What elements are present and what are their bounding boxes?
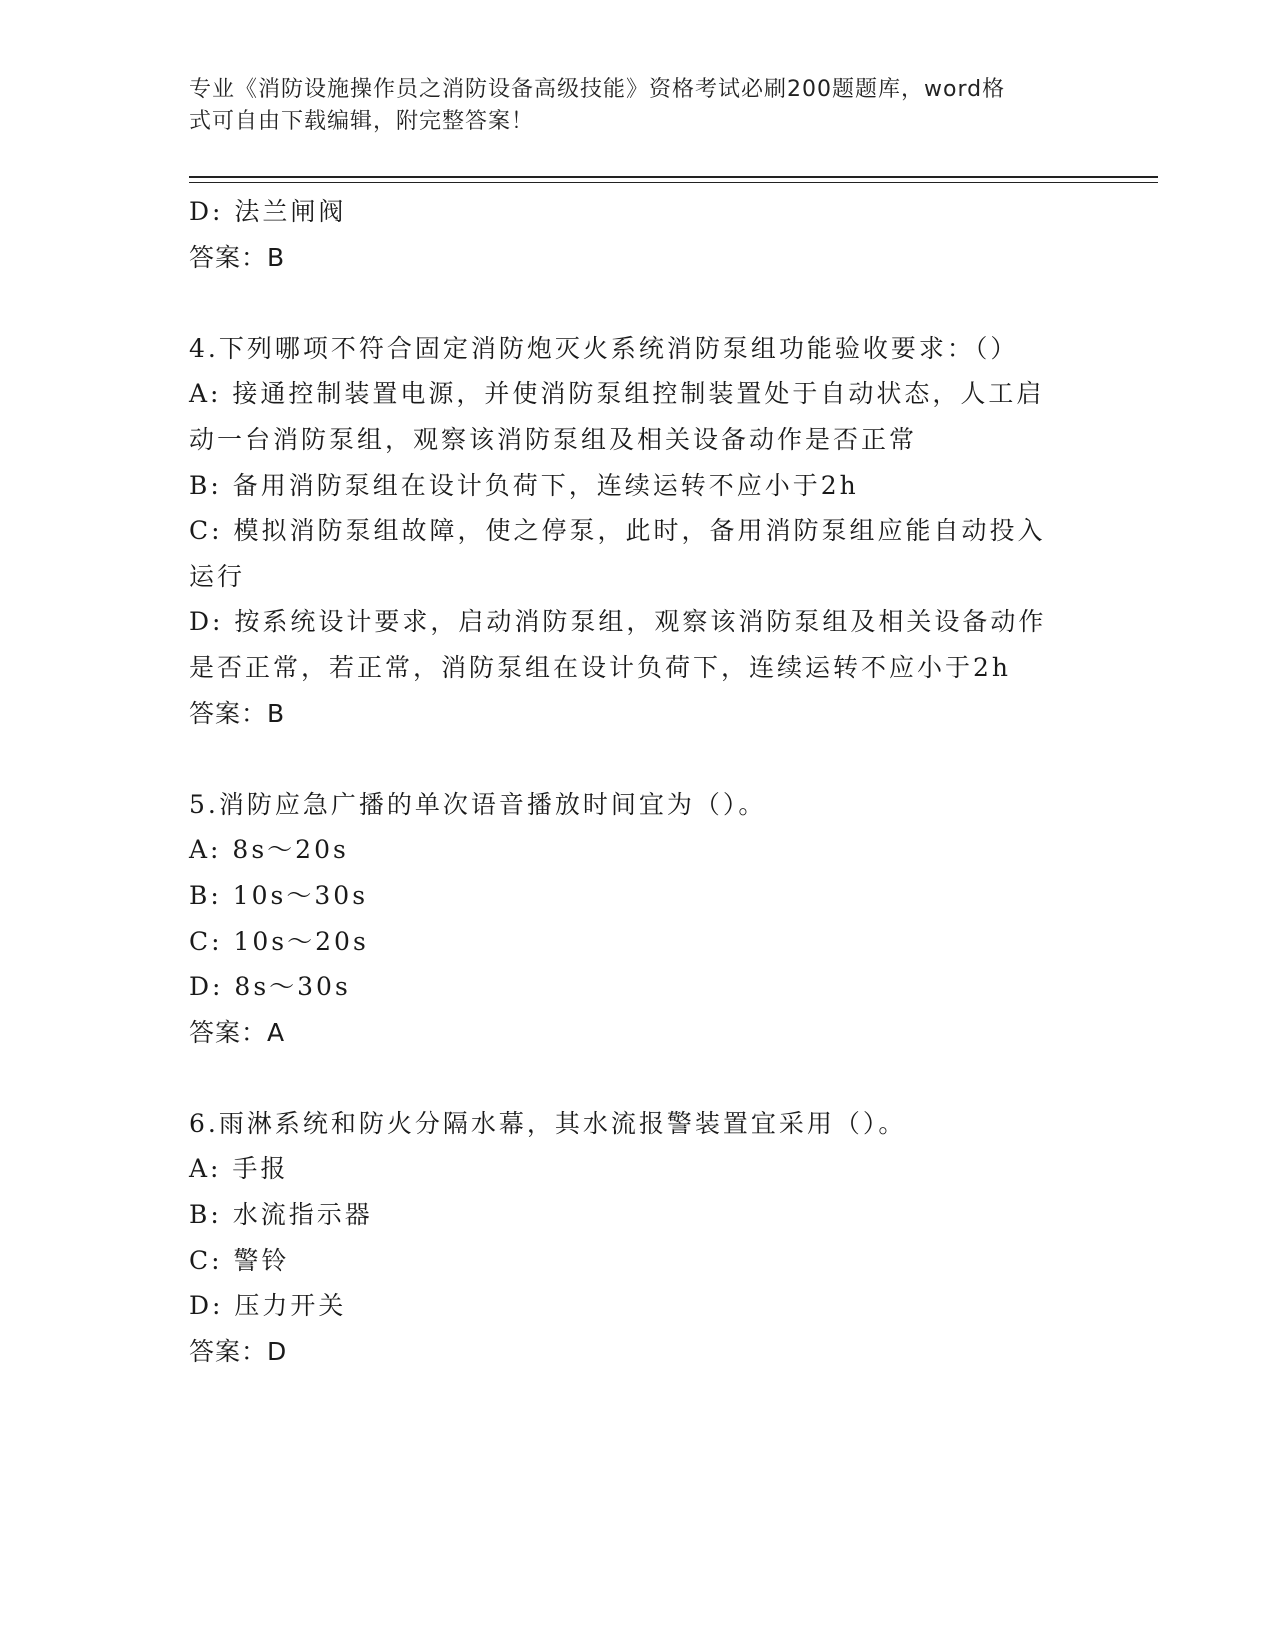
header-line-1: 专业《消防设施操作员之消防设备高级技能》资格考试必刷200题题库，word格 <box>189 77 1006 102</box>
q6-option-c: C: 警铃 <box>189 1245 290 1275</box>
q4-option-a-line-1: A: 接通控制装置电源，并使消防泵组控制装置处于自动状态，人工启 <box>189 379 1045 409</box>
spacer <box>189 280 1079 326</box>
header-divider-thin <box>189 182 1158 183</box>
document-header <box>189 74 1089 138</box>
q5-option-b: B: 10s～30s <box>189 880 369 910</box>
q5-option-c: C: 10s～20s <box>189 926 369 956</box>
q6-question: 6.雨淋系统和防火分隔水幕，其水流报警装置宜采用（）。 <box>189 1108 907 1138</box>
q4-question: 4.下列哪项不符合固定消防炮灭火系统消防泵组功能验收要求：（） <box>189 333 1019 363</box>
q4-answer: 答案：B <box>189 698 286 728</box>
q3-option-d: D: 法兰闸阀 <box>189 197 347 226</box>
q4-option-b: B: 备用消防泵组在设计负荷下，连续运转不应小于2h <box>189 470 859 500</box>
q4-option-d-line-2: 是否正常，若正常，消防泵组在设计负荷下，连续运转不应小于2h <box>189 652 1012 682</box>
q3-answer: 答案：B <box>189 242 286 272</box>
q6-option-a: A: 手报 <box>189 1154 289 1184</box>
q5-option-d: D: 8s～30s <box>189 972 351 1002</box>
q4-option-c-line-2: 运行 <box>189 561 246 591</box>
question-4 <box>189 326 1079 736</box>
q6-option-d: D: 压力开关 <box>189 1291 347 1321</box>
header-divider-thick <box>189 176 1158 178</box>
question-3-fragment <box>189 189 1079 280</box>
spacer <box>189 736 1079 782</box>
q5-answer: 答案：A <box>189 1017 286 1047</box>
q6-answer: 答案：D <box>189 1336 288 1366</box>
q6-option-b: B: 水流指示器 <box>189 1200 373 1230</box>
q4-option-a-line-2: 动一台消防泵组，观察该消防泵组及相关设备动作是否正常 <box>189 424 918 454</box>
question-list <box>189 189 1079 1374</box>
q5-question: 5.消防应急广播的单次语音播放时间宜为（）。 <box>189 789 767 819</box>
q4-option-d-line-1: D: 按系统设计要求，启动消防泵组，观察该消防泵组及相关设备动作 <box>189 607 1047 637</box>
question-5 <box>189 782 1079 1056</box>
header-line-2: 式可自由下载编辑，附完整答案！ <box>189 109 535 134</box>
question-6 <box>189 1101 1079 1375</box>
q5-option-a: A: 8s～20s <box>189 835 349 865</box>
q4-option-c-line-1: C: 模拟消防泵组故障，使之停泵，此时，备用消防泵组应能自动投入 <box>189 516 1046 546</box>
spacer <box>189 1055 1079 1101</box>
